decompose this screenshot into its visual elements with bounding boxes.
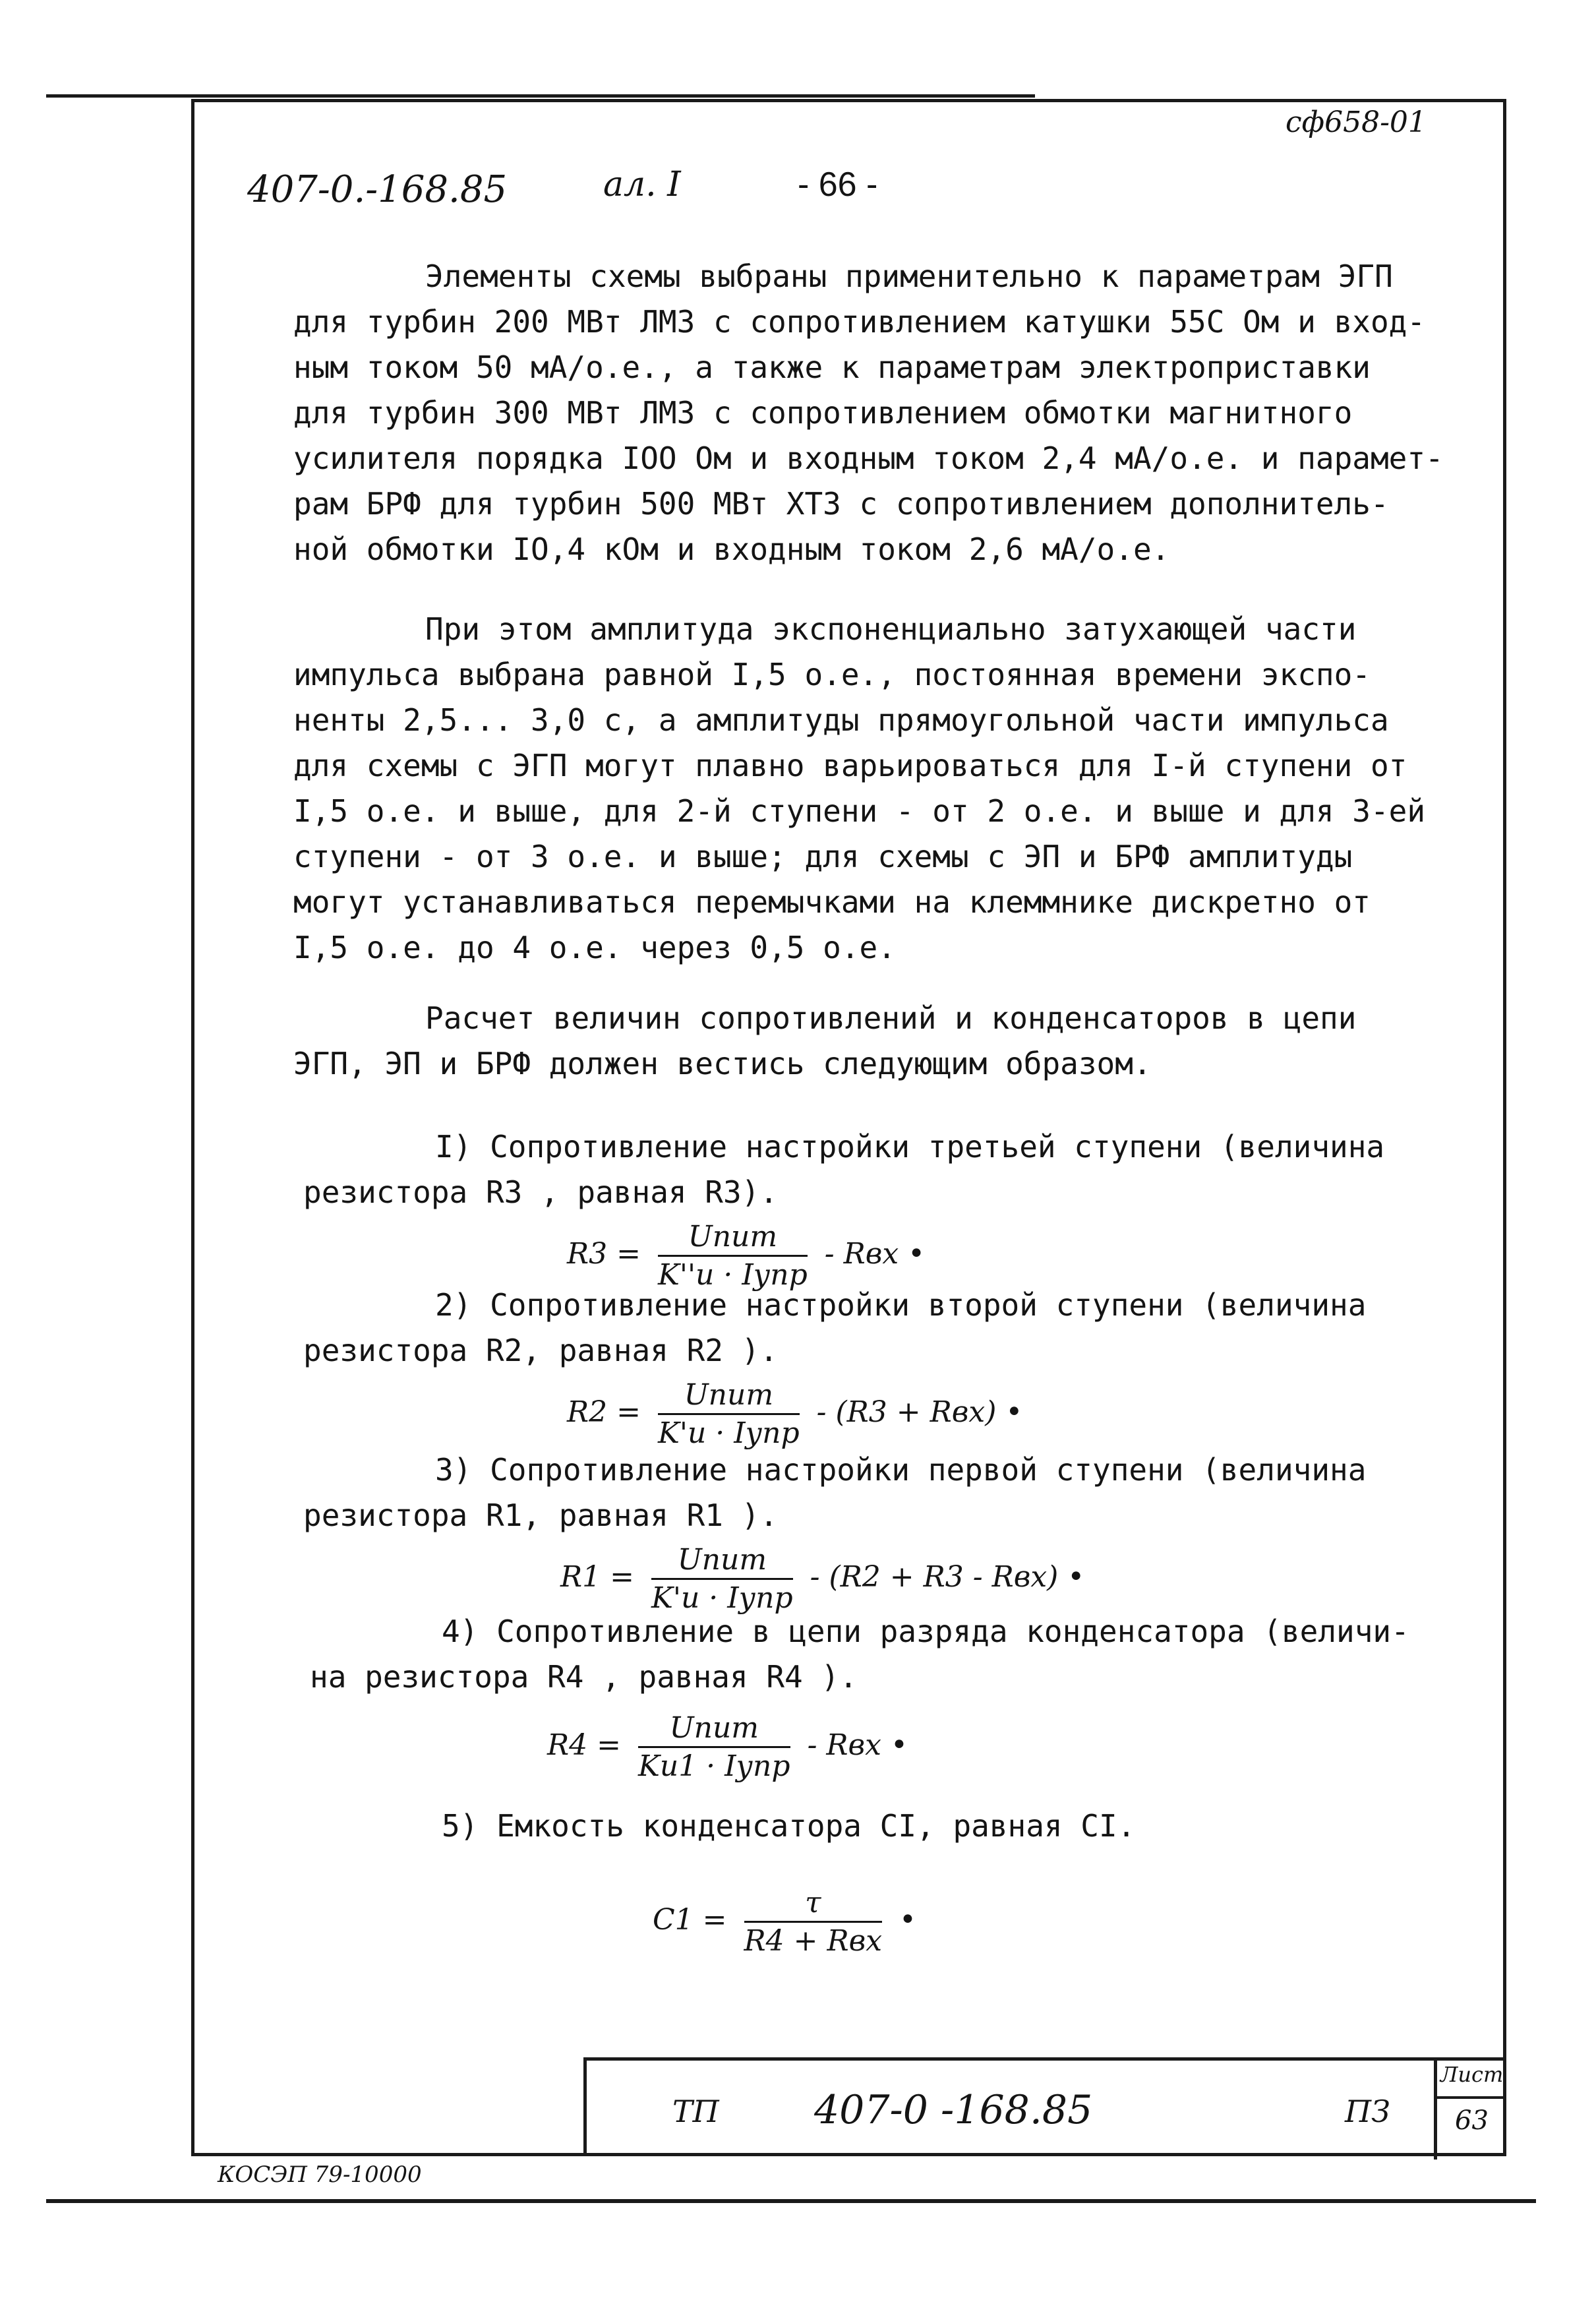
- formula-rhs: - (R2 + R3 - Rвх) •: [810, 1560, 1085, 1594]
- fraction: [658, 1378, 800, 1450]
- formula-rhs: - (R3 + Rвх) •: [816, 1395, 1023, 1429]
- stamp-code: сф658-01: [1286, 106, 1427, 139]
- text-line: для турбин 200 МВт ЛМЗ с сопротивлением катушки 55С Ом и вход-: [293, 304, 1426, 340]
- top-border-line: [46, 94, 1035, 98]
- text-line: усилителя порядка IOO Ом и входным током 2,4 мА/о.е. и парамет-: [293, 440, 1444, 476]
- fraction: [651, 1543, 793, 1615]
- formula-rhs: - Rвх •: [824, 1237, 926, 1271]
- text-line: I,5 о.е. и выше, для 2-й ступени - от 2 о.е. и выше и для 3-ей: [293, 793, 1426, 829]
- denominator: K'и · Iупр: [651, 1581, 793, 1615]
- text-line: Расчет величин сопротивлений и конденсаторов в цепи: [425, 1000, 1357, 1036]
- numerator: τ: [744, 1886, 883, 1923]
- text-line: импульса выбрана равной I,5 о.е., постоянная времени экспо-: [293, 657, 1371, 692]
- text-line: I,5 о.е. до 4 о.е. через 0,5 о.е.: [293, 930, 896, 965]
- text-line: ненты 2,5... 3,0 с, а амплитуды прямоугольной части импульса: [293, 702, 1389, 738]
- text-line: резистора R1, равная R1 ).: [303, 1497, 779, 1533]
- formula-lhs: R1 =: [560, 1560, 634, 1594]
- numerator: Uпит: [651, 1543, 793, 1580]
- denominator: K'и · Iупр: [657, 1416, 800, 1450]
- title-tp: ТП: [672, 2094, 719, 2129]
- formula-c1: [653, 1886, 916, 1958]
- format-code: КОСЭП 79-10000: [218, 2162, 422, 2188]
- text-line: для схемы с ЭГП могут плавно варьироваться для I-й ступени от: [293, 748, 1407, 783]
- formula-lhs: R2 =: [567, 1395, 641, 1429]
- bottom-border-line: [46, 2199, 1536, 2203]
- formula-lhs: C1 =: [653, 1903, 727, 1937]
- denominator: K''и · Iупр: [657, 1258, 808, 1292]
- item-2: [303, 1283, 1503, 1374]
- formula-r1: [560, 1543, 1084, 1615]
- formula-rhs: •: [899, 1903, 916, 1937]
- fraction: [744, 1886, 883, 1958]
- text-line: ступени - от 3 о.е. и выше; для схемы с ЭП и БРФ амплитуды: [293, 839, 1353, 874]
- paragraph-2: [293, 607, 1493, 971]
- title-section: ПЗ: [1345, 2094, 1390, 2129]
- text-line: ЭГП, ЭП и БРФ должен вестись следующим образом.: [293, 1046, 1152, 1081]
- formula-r4: [547, 1711, 908, 1783]
- text-line: 3) Сопротивление настройки первой ступени (величина: [435, 1452, 1367, 1488]
- formula-r3: [567, 1220, 925, 1292]
- item-3: [303, 1447, 1503, 1538]
- sheet-number: 63: [1455, 2105, 1489, 2136]
- page-number: - 66 -: [798, 166, 878, 204]
- paragraph-3: [293, 996, 1493, 1087]
- text-line: 2) Сопротивление настройки второй ступени (величина: [435, 1287, 1367, 1323]
- fraction: [638, 1711, 790, 1783]
- item-1: [303, 1124, 1503, 1215]
- fraction: [658, 1220, 808, 1292]
- numerator: Uпит: [658, 1378, 800, 1415]
- sheet-label: Лист: [1437, 2062, 1506, 2099]
- denominator: Kи1 · Iупр: [637, 1749, 790, 1783]
- text-line: Элементы схемы выбраны применительно к параметрам ЭГП: [425, 258, 1393, 294]
- denominator: R4 + Rвх: [744, 1924, 883, 1958]
- text-line: могут устанавливаться перемычками на клеммнике дискретно от: [293, 884, 1371, 920]
- formula-lhs: R3 =: [567, 1237, 641, 1271]
- formula-lhs: R4 =: [547, 1728, 621, 1762]
- numerator: Uпит: [658, 1220, 808, 1257]
- text-line: резистора R3 , равная R3).: [303, 1174, 779, 1210]
- item-5: [310, 1803, 1510, 1849]
- text-line: При этом амплитуда экспоненциально затухающей части: [425, 611, 1357, 647]
- text-line: 5) Емкость конденсатора CI, равная CI.: [442, 1808, 1136, 1844]
- paragraph-1: [293, 254, 1493, 572]
- title-block: [583, 2057, 1506, 2156]
- document-code: 407-0.-168.85: [247, 168, 508, 211]
- item-4: [310, 1609, 1510, 1700]
- text-line: резистора R2, равная R2 ).: [303, 1333, 779, 1368]
- formula-rhs: - Rвх •: [807, 1728, 908, 1762]
- numerator: Uпит: [638, 1711, 790, 1748]
- text-line: рам БРФ для турбин 500 МВт ХТЗ с сопротивлением дополнитель-: [293, 486, 1389, 522]
- text-line: для турбин 300 МВт ЛМЗ с сопротивлением обмотки магнитного: [293, 395, 1353, 431]
- text-line: I) Сопротивление настройки третьей ступени (величина: [435, 1129, 1385, 1164]
- text-line: ной обмотки IO,4 кОм и входным током 2,6 мА/о.е.: [293, 531, 1170, 567]
- text-line: ным током 50 мА/о.е., а также к параметрам электроприставки: [293, 349, 1371, 385]
- formula-r2: [567, 1378, 1022, 1450]
- title-code: 407-0 -168.85: [814, 2087, 1093, 2133]
- sheet-box: [1434, 2061, 1506, 2160]
- text-line: 4) Сопротивление в цепи разряда конденсатора (величи-: [442, 1614, 1409, 1649]
- text-line: на резистора R4 , равная R4 ).: [310, 1659, 858, 1695]
- album-number: ал. I: [603, 165, 681, 204]
